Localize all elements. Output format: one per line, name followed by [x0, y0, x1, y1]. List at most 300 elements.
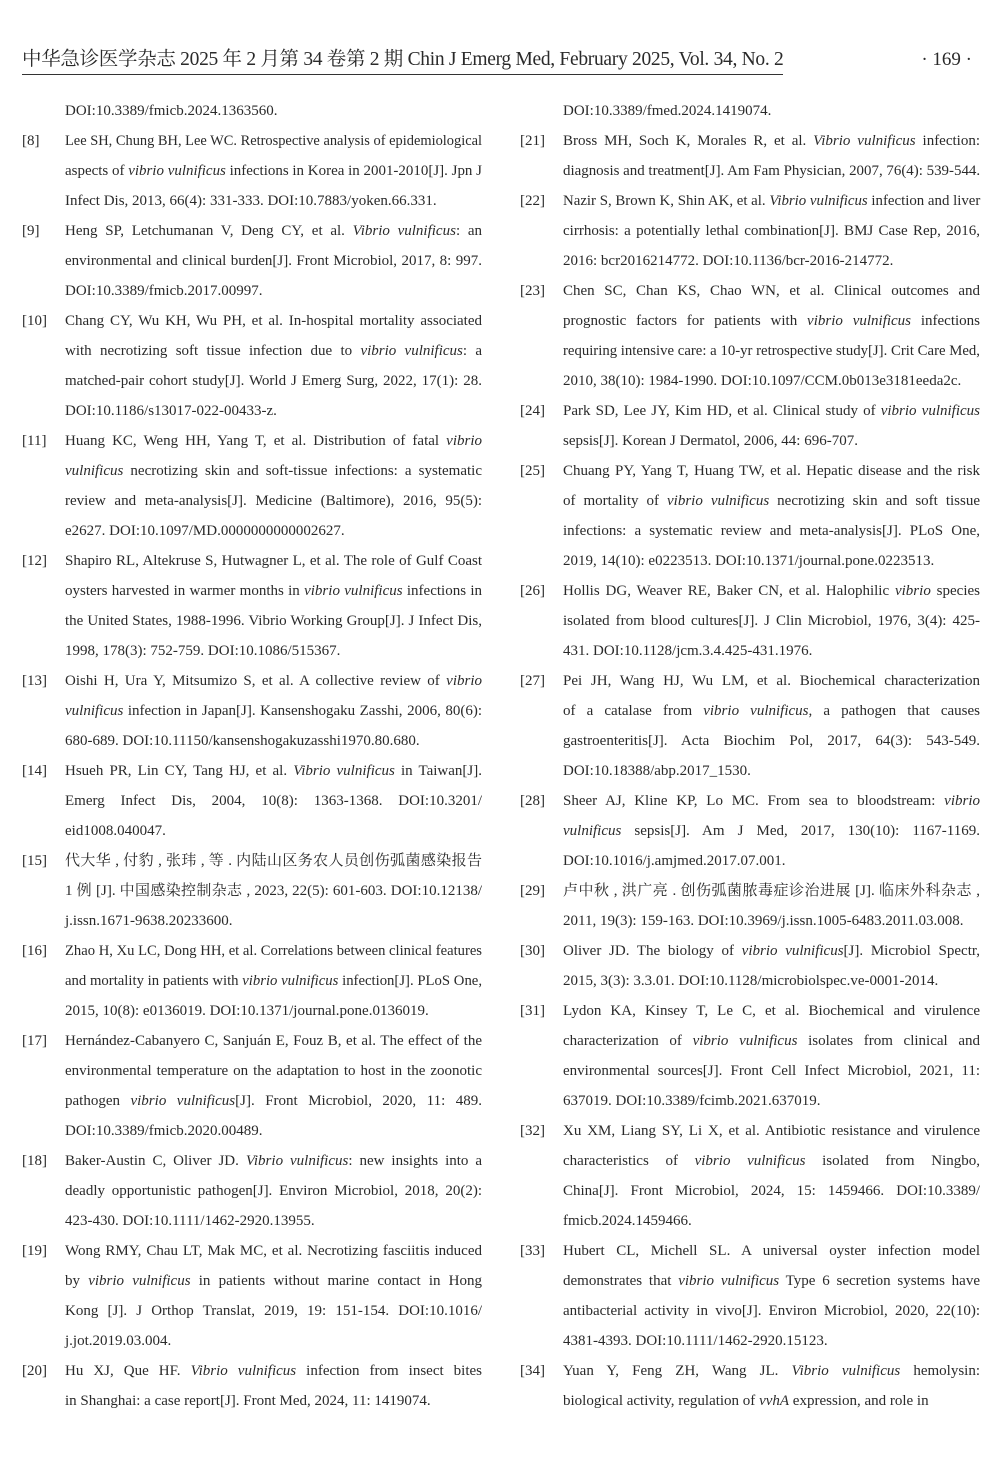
reference-line [65, 666, 482, 696]
reference-text-segment: with necrotizing soft tissue infection due to [65, 343, 361, 359]
reference-line [563, 1176, 980, 1206]
reference-number: [20] [22, 1363, 47, 1379]
reference-line [563, 156, 980, 186]
reference-text-segment: DOI:10.1186/s13017-022-00433-z. [65, 403, 277, 419]
reference-text-segment: Nazir S, Brown K, Shin AK, et al. [563, 193, 770, 209]
reference-continuation [520, 96, 980, 126]
reference-text-segment: environmental temperature on the adaptation to host in the zoonotic [65, 1063, 482, 1079]
reference-entry [520, 396, 980, 456]
reference-line [563, 606, 980, 636]
italic-species-name: vvhA [759, 1393, 790, 1409]
reference-line [65, 366, 482, 396]
reference-entry [22, 1026, 482, 1146]
reference-number: [23] [520, 283, 545, 299]
reference-entry [22, 306, 482, 426]
reference-text-segment: gastroenteritis[J]. Acta Biochim Pol, 2017, 64(3): 543-549. [563, 733, 980, 749]
reference-number: [13] [22, 673, 47, 689]
reference-line [65, 1236, 482, 1266]
italic-species-name: vibrio vulnificus [130, 1093, 236, 1109]
reference-text [65, 126, 482, 216]
reference-line [65, 246, 482, 276]
reference-line [65, 936, 482, 966]
reference-text-segment: characteristics of [563, 1153, 695, 1169]
reference-text-segment: DOI:10.18388/abp.2017_1530. [563, 763, 751, 779]
reference-text-segment: Zhao H, Xu LC, Dong HH, et al. Correlations between clinical features [65, 943, 482, 959]
reference-text-segment: Shapiro RL, Altekruse S, Hutwagner L, et al. The role of Gulf Coast [65, 553, 482, 569]
reference-line [563, 726, 980, 756]
reference-line [563, 1026, 980, 1056]
reference-line [563, 186, 980, 216]
reference-number: [19] [22, 1243, 47, 1259]
reference-line [563, 1086, 980, 1116]
reference-text-segment: infection[J]. PLoS One, [338, 973, 483, 989]
reference-line [563, 366, 980, 396]
reference-text-segment: expression, and role in [789, 1393, 929, 1409]
reference-text [65, 306, 482, 426]
reference-text-segment: Hollis DG, Weaver RE, Baker CN, et al. Halophilic [563, 583, 895, 599]
reference-line [65, 786, 482, 816]
reference-line [563, 996, 980, 1026]
reference-text-segment: Wong RMY, Chau LT, Mak MC, et al. Necrotizing fasciitis induced [65, 1243, 482, 1259]
reference-line [65, 756, 482, 786]
reference-entry [520, 936, 980, 996]
reference-entry [520, 666, 980, 786]
reference-entry [520, 996, 980, 1116]
reference-entry [22, 1356, 482, 1416]
reference-number: [11] [22, 433, 47, 449]
reference-text [65, 1026, 482, 1146]
reference-entry [22, 126, 482, 216]
reference-text-segment: Lydon KA, Kinsey T, Le C, et al. Biochemical and virulence [563, 1003, 980, 1019]
reference-line [65, 516, 482, 546]
reference-text-segment: Baker-Austin C, Oliver JD. [65, 1153, 246, 1169]
reference-text-segment: hemolysin: [900, 1363, 980, 1379]
reference-text-segment: isolated from Ningbo, [805, 1153, 980, 1169]
reference-line [65, 456, 482, 486]
reference-entry [22, 1146, 482, 1236]
reference-text-segment: Type 6 secretion systems have [779, 1273, 980, 1289]
italic-species-name: vulnificus [563, 823, 622, 839]
reference-text-segment: 2019, 14(10): e0223513. DOI:10.1371/journal.pone.0223513. [563, 553, 935, 569]
reference-text [65, 846, 482, 936]
reference-line [65, 996, 482, 1026]
reference-text [563, 666, 980, 786]
reference-text-segment: biological activity, regulation of [563, 1393, 760, 1409]
reference-entry [22, 216, 482, 306]
reference-line [563, 1206, 980, 1236]
reference-text-segment: eid1008.040047. [65, 823, 166, 839]
reference-line [563, 1296, 980, 1326]
reference-text [65, 1146, 482, 1236]
reference-text-segment: Xu XM, Liang SY, Li X, et al. Antibiotic resistance and virulence [563, 1123, 980, 1139]
reference-text [563, 1356, 980, 1416]
reference-text-segment: [J]. Microbiol Spectr, [843, 943, 981, 959]
reference-text-segment: Park SD, Lee JY, Kim HD, et al. Clinical study of [563, 403, 881, 419]
page-number: · 169 · [921, 49, 972, 70]
italic-species-name: vibrio vulnificus [741, 943, 844, 959]
reference-text [563, 96, 980, 126]
reference-line [563, 336, 980, 366]
reference-line [65, 396, 482, 426]
reference-line [563, 666, 980, 696]
reference-number: [28] [520, 793, 545, 809]
reference-text [65, 1236, 482, 1356]
italic-species-name: vulnificus [65, 463, 124, 479]
reference-line [65, 546, 482, 576]
italic-species-name: vibrio vulnificus [667, 493, 770, 509]
reference-line [563, 1116, 980, 1146]
reference-number: [16] [22, 943, 47, 959]
reference-entry [22, 546, 482, 666]
reference-text-segment: 1998, 178(3): 752-759. DOI:10.1086/515367. [65, 643, 341, 659]
reference-entry [520, 876, 980, 936]
reference-line [65, 876, 482, 906]
reference-text [65, 666, 482, 756]
reference-entry [22, 666, 482, 756]
italic-species-name: vibrio vulnificus [694, 1153, 806, 1169]
reference-line [65, 1386, 482, 1416]
reference-text-segment: [J]. Front Microbiol, 2020, 11: 489. [235, 1093, 483, 1109]
reference-text-segment: infection in Japan[J]. Kansenshogaku Zasshi, 2006, 80(6): [123, 703, 482, 719]
reference-line [563, 96, 980, 126]
reference-text-segment: Oliver JD. The biology of [563, 943, 742, 959]
reference-line [65, 96, 482, 126]
reference-line [563, 936, 980, 966]
reference-line [65, 486, 482, 516]
reference-line [563, 876, 980, 906]
reference-line [563, 276, 980, 306]
reference-number: [32] [520, 1123, 545, 1139]
reference-text-segment: demonstrates that [563, 1273, 679, 1289]
reference-text-segment: Lee SH, Chung BH, Lee WC. Retrospective analysis of epidemiological [65, 133, 482, 149]
reference-line [563, 426, 980, 456]
reference-line [563, 246, 980, 276]
reference-line [563, 576, 980, 606]
reference-line [563, 1236, 980, 1266]
reference-entry [22, 756, 482, 846]
reference-text-segment: Pei JH, Wang HJ, Wu LM, et al. Biochemical characterization [563, 673, 980, 689]
reference-line [563, 1266, 980, 1296]
reference-text-segment: in Taiwan[J]. [394, 763, 483, 779]
italic-species-name: vibrio [894, 583, 931, 599]
reference-text-segment: pathogen [65, 1093, 131, 1109]
reference-text-segment: by [65, 1273, 89, 1289]
reference-entry [520, 186, 980, 276]
reference-text-segment: infections [911, 313, 981, 329]
reference-number: [17] [22, 1033, 47, 1049]
reference-line [65, 1356, 482, 1386]
reference-text [65, 546, 482, 666]
italic-species-name: vibrio vulnificus [880, 403, 980, 419]
reference-text-segment: Kong [J]. J Orthop Translat, 2019, 19: 151-154. DOI:10.1016/ [65, 1303, 482, 1319]
reference-text [65, 216, 482, 306]
reference-text-segment: infection: [915, 133, 981, 149]
reference-text-segment: Chuang PY, Yang T, Huang TW, et al. Hepatic disease and the risk [563, 463, 980, 479]
reference-text-segment: 2010, 38(10): 1984-1990. DOI:10.1097/CCM.0b013e3181eeda2c. [563, 373, 962, 389]
reference-line [65, 1086, 482, 1116]
reference-number: [25] [520, 463, 545, 479]
reference-text [563, 396, 980, 456]
italic-species-name: Vibrio vulnificus [352, 223, 456, 239]
reference-line [65, 1326, 482, 1356]
reference-entry [520, 1116, 980, 1236]
reference-line [563, 1146, 980, 1176]
reference-line [65, 816, 482, 846]
reference-line [563, 966, 980, 996]
reference-line [563, 456, 980, 486]
reference-entry [22, 846, 482, 936]
italic-species-name: vibrio vulnificus [242, 973, 339, 989]
reference-line [563, 1326, 980, 1356]
running-header [22, 48, 980, 76]
reference-text-segment: necrotizing skin and soft-tissue infections: a systematic [123, 463, 482, 479]
reference-number: [31] [520, 1003, 545, 1019]
reference-entry [22, 936, 482, 1026]
reference-text-segment: isolates from clinical and [797, 1033, 981, 1049]
reference-text-segment: DOI:10.3389/fmicb.2024.1363560. [65, 103, 278, 119]
reference-text-segment: 423-430. DOI:10.1111/1462-2920.13955. [65, 1213, 315, 1229]
reference-text-segment: 2016: bcr2016214772. DOI:10.1136/bcr-2016-214772. [563, 253, 894, 269]
italic-species-name: Vibrio vulnificus [293, 763, 395, 779]
italic-species-name: vibrio [944, 793, 980, 809]
reference-number: [30] [520, 943, 545, 959]
reference-text-segment: DOI:10.3389/fmicb.2020.00489. [65, 1123, 263, 1139]
reference-text [65, 96, 482, 126]
reference-line [65, 636, 482, 666]
reference-text-segment: prognostic factors for patients with [563, 313, 808, 329]
reference-text-segment: characterization of [563, 1033, 693, 1049]
reference-entry [520, 576, 980, 666]
reference-entry [520, 276, 980, 396]
reference-line [65, 906, 482, 936]
reference-text-segment: requiring intensive care: a 10-yr retrospective study[J]. Crit Care Med, [563, 343, 980, 359]
reference-text-segment: in patients without marine contact in Hong [190, 1273, 483, 1289]
reference-number: [24] [520, 403, 545, 419]
reference-entry [22, 1236, 482, 1356]
reference-text-segment: Chen SC, Chan KS, Chao WN, et al. Clinical outcomes and [563, 283, 980, 299]
reference-line [563, 636, 980, 666]
reference-text-segment: j.jot.2019.03.004. [65, 1333, 172, 1349]
reference-line [65, 186, 482, 216]
reference-text [563, 786, 980, 876]
reference-text-segment: e2627. DOI:10.1097/MD.0000000000002627. [65, 523, 345, 539]
italic-species-name: vibrio vulnificus [128, 163, 226, 179]
italic-species-name: vibrio vulnificus [703, 703, 809, 719]
italic-species-name: vibrio vulnificus [304, 583, 403, 599]
reference-number: [8] [22, 133, 40, 149]
italic-species-name: vibrio vulnificus [88, 1273, 191, 1289]
reference-line [563, 486, 980, 516]
reference-text-segment: : new insights into a [348, 1153, 483, 1169]
reference-number: [34] [520, 1363, 545, 1379]
reference-line [65, 1056, 482, 1086]
reference-text [563, 996, 980, 1116]
reference-text-segment: Emerg Infect Dis, 2004, 10(8): 1363-1368. DOI:10.3201/ [65, 793, 482, 809]
reference-number: [26] [520, 583, 545, 599]
reference-line [65, 336, 482, 366]
reference-text-segment: , a pathogen that causes [808, 703, 981, 719]
reference-number: [29] [520, 883, 545, 899]
reference-line [65, 1176, 482, 1206]
italic-species-name: vibrio vulnificus [807, 313, 912, 329]
reference-number: [10] [22, 313, 47, 329]
reference-text-segment: deadly opportunistic pathogen[J]. Environ Microbiol, 2018, 20(2): [65, 1183, 482, 1199]
reference-number: [15] [22, 853, 47, 869]
reference-text-segment: infections: a systematic review and meta-analysis[J]. PLoS One, [563, 523, 980, 539]
reference-line [563, 1386, 980, 1416]
reference-text [65, 936, 482, 1026]
reference-text-segment: review and meta-analysis[J]. Medicine (Baltimore), 2016, 95(5): [65, 493, 482, 509]
reference-line [563, 906, 980, 936]
reference-text-segment: oysters harvested in warmer months in [65, 583, 305, 599]
reference-number: [21] [520, 133, 545, 149]
reference-number: [33] [520, 1243, 545, 1259]
reference-line [65, 1296, 482, 1326]
reference-text [563, 1116, 980, 1236]
reference-text [563, 936, 980, 996]
reference-text-segment: Huang KC, Weng HH, Yang T, et al. Distribution of fatal [65, 433, 447, 449]
reference-line [563, 306, 980, 336]
reference-text-segment: Hsueh PR, Lin CY, Tang HJ, et al. [65, 763, 294, 779]
reference-text [563, 1236, 980, 1356]
reference-text-segment: DOI:10.3389/fmicb.2017.00997. [65, 283, 263, 299]
reference-line [65, 1116, 482, 1146]
reference-number: [14] [22, 763, 47, 779]
reference-text-segment: j.issn.1671-9638.20233600. [65, 913, 233, 929]
reference-text-segment: in Shanghai: a case report[J]. Front Med, 2024, 11: 1419074. [65, 1393, 431, 1409]
reference-line [65, 846, 482, 876]
reference-number: [9] [22, 223, 40, 239]
italic-species-name: Vibrio vulnificus [245, 1153, 349, 1169]
reference-text [563, 186, 980, 276]
italic-species-name: vibrio vulnificus [692, 1033, 798, 1049]
reference-text-segment: DOI:10.3389/fmed.2024.1419074. [563, 103, 772, 119]
reference-text-segment: Heng SP, Letchumanan V, Deng CY, et al. [65, 223, 353, 239]
reference-line [65, 426, 482, 456]
reference-line [563, 396, 980, 426]
italic-species-name: vibrio vulnificus [360, 343, 463, 359]
reference-text-segment: fmicb.2024.1459466. [563, 1213, 692, 1229]
reference-line [65, 696, 482, 726]
reference-line [65, 216, 482, 246]
reference-line [563, 216, 980, 246]
reference-number: [27] [520, 673, 545, 689]
italic-species-name: vulnificus [65, 703, 124, 719]
reference-text-segment: infection and liver [867, 193, 981, 209]
references-left-column [22, 96, 482, 1416]
italic-species-name: Vibrio vulnificus [791, 1363, 901, 1379]
reference-entry [520, 1236, 980, 1356]
reference-text-segment: Oishi H, Ura Y, Mitsumizo S, et al. A collective review of [65, 673, 447, 689]
reference-text-segment: 1 例 [J]. 中国感染控制杂志 , 2023, 22(5): 601-603. DOI:10.12138/ [65, 883, 482, 899]
reference-text-segment: isolated from blood cultures[J]. J Clin Microbiol, 1976, 3(4): 425- [563, 613, 980, 629]
reference-line [65, 1026, 482, 1056]
reference-line [65, 306, 482, 336]
reference-line [65, 1206, 482, 1236]
reference-line [563, 126, 980, 156]
reference-line [563, 846, 980, 876]
reference-line [563, 516, 980, 546]
reference-line [65, 966, 482, 996]
reference-text-segment: : an [455, 223, 482, 239]
reference-continuation [22, 96, 482, 126]
reference-text [65, 426, 482, 546]
italic-species-name: Vibrio vulnificus [813, 133, 916, 149]
reference-text-segment: 2011, 19(3): 159-163. DOI:10.3969/j.issn.1005-6483.2011.03.008. [563, 913, 964, 929]
reference-text [65, 756, 482, 846]
reference-line [65, 606, 482, 636]
reference-text-segment: infections in [402, 583, 483, 599]
reference-line [65, 576, 482, 606]
reference-text [563, 456, 980, 576]
reference-text-segment: 680-689. DOI:10.11150/kansenshogakuzasshi1970.80.680. [65, 733, 420, 749]
reference-line [65, 126, 482, 156]
reference-line [563, 786, 980, 816]
reference-text-segment: : a [462, 343, 483, 359]
reference-text-segment: 4381-4393. DOI:10.1111/1462-2920.15123. [563, 1333, 828, 1349]
reference-text-segment: Sheer AJ, Kline KP, Lo MC. From sea to bloodstream: [563, 793, 945, 809]
reference-line [65, 276, 482, 306]
reference-line [65, 1266, 482, 1296]
reference-number: [22] [520, 193, 545, 209]
reference-line [65, 1146, 482, 1176]
reference-text-segment: sepsis[J]. Am J Med, 2017, 130(10): 1167-1169. [621, 823, 980, 839]
reference-text [563, 126, 980, 186]
reference-text-segment: China[J]. Front Microbiol, 2024, 15: 1459466. DOI:10.3389/ [563, 1183, 980, 1199]
reference-text-segment: Yuan Y, Feng ZH, Wang JL. [563, 1363, 792, 1379]
reference-line [65, 156, 482, 186]
reference-text-segment: 卢中秋 , 洪广亮 . 创伤弧菌脓毒症诊治进展 [J]. 临床外科杂志 , [563, 883, 980, 899]
journal-issue-header: 中华急诊医学杂志 2025 年 2 月第 34 卷第 2 期 Chin J Emerg Med, February 2025, Vol. 34, No. 2 [22, 48, 783, 75]
reference-text-segment: environmental sources[J]. Front Cell Infect Microbiol, 2021, 11: [563, 1063, 980, 1079]
reference-line [563, 1356, 980, 1386]
reference-text-segment: species [930, 583, 980, 599]
reference-line [65, 726, 482, 756]
reference-text-segment: the United States, 1988-1996. Vibrio Working Group[J]. J Infect Dis, [65, 613, 482, 629]
reference-text-segment: cirrhosis: a potentially lethal combination[J]. BMJ Case Rep, 2016, [563, 223, 980, 239]
reference-number: [18] [22, 1153, 47, 1169]
reference-text-segment: 2015, 10(8): e0136019. DOI:10.1371/journal.pone.0136019. [65, 1003, 429, 1019]
reference-text-segment: Hubert CL, Michell SL. A universal oyster infection model [563, 1243, 980, 1259]
reference-text-segment: matched-pair cohort study[J]. World J Emerg Surg, 2022, 17(1): 28. [65, 373, 482, 389]
reference-line [563, 546, 980, 576]
reference-text-segment: environmental and clinical burden[J]. Front Microbiol, 2017, 8: 997. [65, 253, 482, 269]
italic-species-name: vibrio vulnificus [678, 1273, 780, 1289]
reference-text [563, 876, 980, 936]
reference-text-segment: Hu XJ, Que HF. [65, 1363, 191, 1379]
reference-entry [520, 456, 980, 576]
reference-text [563, 576, 980, 666]
italic-species-name: vibrio [446, 673, 482, 689]
reference-text-segment: sepsis[J]. Korean J Dermatol, 2006, 44: 696-707. [563, 433, 858, 449]
reference-line [563, 696, 980, 726]
italic-species-name: Vibrio vulnificus [190, 1363, 297, 1379]
reference-text-segment: Infect Dis, 2013, 66(4): 331-333. DOI:10.7883/yoken.66.331. [65, 193, 437, 209]
reference-text-segment: Chang CY, Wu KH, Wu PH, et al. In-hospital mortality associated [65, 313, 482, 329]
reference-text-segment: antibacterial activity in vivo[J]. Environ Microbiol, 2020, 22(10): [563, 1303, 980, 1319]
reference-text-segment: infection from insect bites [296, 1363, 483, 1379]
reference-text-segment: diagnosis and treatment[J]. Am Fam Physician, 2007, 76(4): 539-544. [563, 163, 981, 179]
reference-text-segment: of a catalase from [563, 703, 704, 719]
reference-entry [520, 786, 980, 876]
italic-species-name: vibrio [446, 433, 482, 449]
reference-text-segment: and mortality in patients with [65, 973, 243, 989]
reference-text-segment: 2015, 3(3): 3.3.01. DOI:10.1128/microbiolspec.ve-0001-2014. [563, 973, 939, 989]
reference-text-segment: infections in Korea in 2001-2010[J]. Jpn J [225, 163, 482, 179]
italic-species-name: Vibrio vulnificus [769, 193, 868, 209]
reference-text-segment: 637019. DOI:10.3389/fcimb.2021.637019. [563, 1093, 821, 1109]
reference-text-segment: Hernández-Cabanyero C, Sanjuán E, Fouz B, et al. The effect of the [65, 1033, 482, 1049]
